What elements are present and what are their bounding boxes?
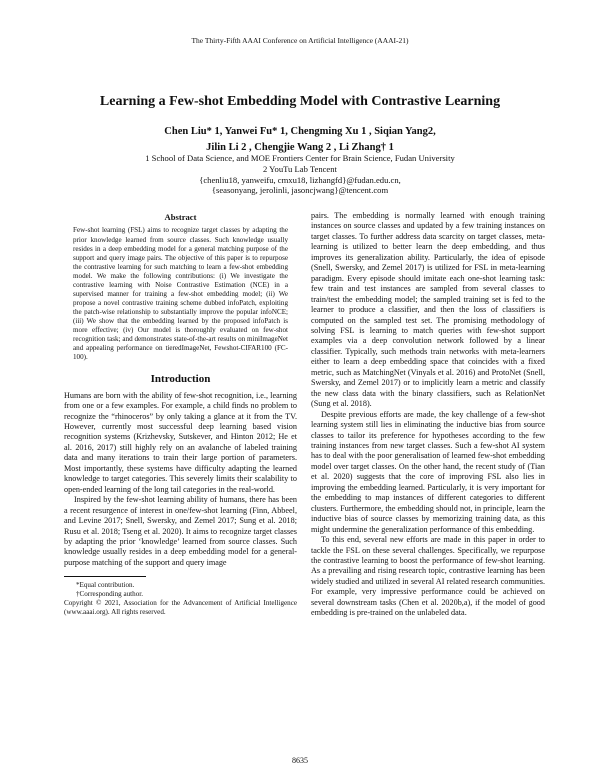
authors-line-2: Jilin Li 2 , Chengjie Wang 2 , Li Zhang† 1 xyxy=(206,142,394,153)
intro-paragraph: Humans are born with the ability of few-shot recognition, i.e., learning from one or a few examples. For example, a child finds no problem to recognize the “rhinoceros” by only taking a glance at it from the TV. However, currently most successful deep learning based vision recognition systems (Krizhevsky, Sutskever, and Hinton 2012; He et al. 2016, 2017) still highly rely on an avalanche of labeled training data and many iterations to train their large portion of parameters. Most importantly, these systems have difficulty adapting the learned knowledge to target categories. This severely limits their scalability to open-ended learning of the long tail categories in the real-world. xyxy=(64,390,297,494)
intro-paragraph: Inspired by the few-shot learning ability of humans, there has been a recent resurgence of interest in one/few-shot learning (Finn, Abbeel, and Levine 2017; Snell, Swersky, and Zemel 2017; Sung et al. 2018; Rusu et al. 2018; Tseng et al. 2020). It aims to recognize target classes by adapting the prior ‘knowledge’ learned from source classes. Such knowledge usually resides in a deep embedding model for a general-purpose matching of the support and query image xyxy=(64,495,297,567)
body-paragraph: To this end, several new efforts are made in this paper in order to tackle the FSL on these several challenges. Specifically, we repurpose the contrastive learning to boost the performance of few-shot learning. As a prevailing and rising research topic, contrastive learning has been widely studied and utilized in several AI related research communities. For example, very impressive performance could be achieved on several downstream tasks (Chen et al. 2020b,a), if the model of good embedding is pre-trained on the unlabeled data. xyxy=(311,535,545,618)
body-paragraph: Despite previous efforts are made, the key challenge of a few-shot learning system still lies in eliminating the inductive bias from source classes to tailor its preference for hypotheses according to the few training instances from new target classes. Such a few-shot AI system has to deal with the poor generalisation of learned few-shot embedding model over target classes. On the other hand, the recent study of (Tian et al. 2020) suggests that the core of improving FSL also lies in improving the embedding learned. Particularly, it is very important for the embedding to map instances of different categories to different clusters. Furthermore, the embedding should not, in principle, learn the inductive bias of source classes by memorizing training data, as this might undermine the generalization performance of this embedding. xyxy=(311,409,545,534)
affiliation-2: 2 YouTu Lab Tencent xyxy=(263,163,337,174)
email-line-1: {chenliu18, yanweifu, cmxu18, lizhangfd}@fudan.edu.cn, xyxy=(199,174,401,185)
body-paragraph: pairs. The embedding is normally learned with enough training instances on source classes and updated by a few training instances on target classes. To further address data scarcity on target classes, meta-learning is utilized to better learn the deep embedding, and thus improves its generalization ability. Particularly, the idea of episode (Snell, Swersky, and Zemel 2017) is utilized for FSL in meta-learning paradigm. Every episode should imitate each one-shot learning task: few train and test instances are sampled from several classes to train/test the embedding model; the sampled training set is fed to the learner to produce a classifier, and then the loss of classifiers is computed on the sampled test set. The promising methodology of solving FSL is learning to match queries with few-shot support examples via a deep convolution network followed by a linear classifier. Typically, such methods train networks with meta-learners either to learn a deep embedding space that coincides with a fixed metric, such as MatchingNet (Vinyals et al. 2016) and ProtoNet (Snell, Swersky, and Zemel 2017) or to implicitly learn a metric and classify the new class data with the binary classifiers, such as RelationNet (Sung et al. 2018). xyxy=(311,211,545,409)
footnote-equal-contribution: *Equal contribution. xyxy=(76,581,135,590)
paper-title: Learning a Few-shot Embedding Model with Contrastive Learning xyxy=(99,94,501,109)
abstract-text: Few-shot learning (FSL) aims to recognize target classes by adapting the prior knowledge learned from source classes. Such knowledge usually resides in a deep embedding model for a general matching purpose of the support and query image pairs. The objective of this paper is to repurpose the contrastive learning for such matching to learn a few-shot embedding model. We make the following contributions: (i) We investigate the contrastive learning with Noise Contrastive Estimation (NCE) in a supervised manner for training a few-shot embedding model; (ii) We propose a novel contrastive training scheme dubbed infoPatch, exploiting the patch-wise relationship to substantially improve the popular infoNCE; (iii) We show that the embedding learned by the proposed infoPatch is more effective; (iv) Our model is thoroughly evaluated on few-shot recognition task; and demonstrates state-of-the-art results on miniImageNet and appealing performance on tieredImageNet, Fewshot-CIFAR100 (FC-100). xyxy=(73,226,288,362)
abstract-heading: Abstract xyxy=(164,212,197,222)
conference-header: The Thirty-Fifth AAAI Conference on Artificial Intelligence (AAAI-21) xyxy=(191,36,409,45)
email-line-2: {seasonyang, jerolinli, jasoncjwang}@tencent.com xyxy=(211,185,389,196)
affiliations xyxy=(0,153,600,196)
left-column xyxy=(64,212,297,617)
introduction-heading: Introduction xyxy=(150,373,211,386)
copyright-notice: Copyright © 2021, Association for the Advancement of Artificial Intelligence (www.aaai.org). All rights reserved. xyxy=(64,599,297,617)
right-column xyxy=(311,211,545,619)
footnote-divider xyxy=(64,576,146,577)
authors-line-1: Chen Liu* 1, Yanwei Fu* 1, Chengming Xu 1 , Siqian Yang2, xyxy=(164,126,436,137)
affiliation-1: 1 School of Data Science, and MOE Frontiers Center for Brain Science, Fudan University xyxy=(145,153,455,163)
footnote-corresponding-author: †Corresponding author. xyxy=(76,590,143,599)
author-list xyxy=(0,124,600,156)
page-number: 8635 xyxy=(292,756,308,765)
